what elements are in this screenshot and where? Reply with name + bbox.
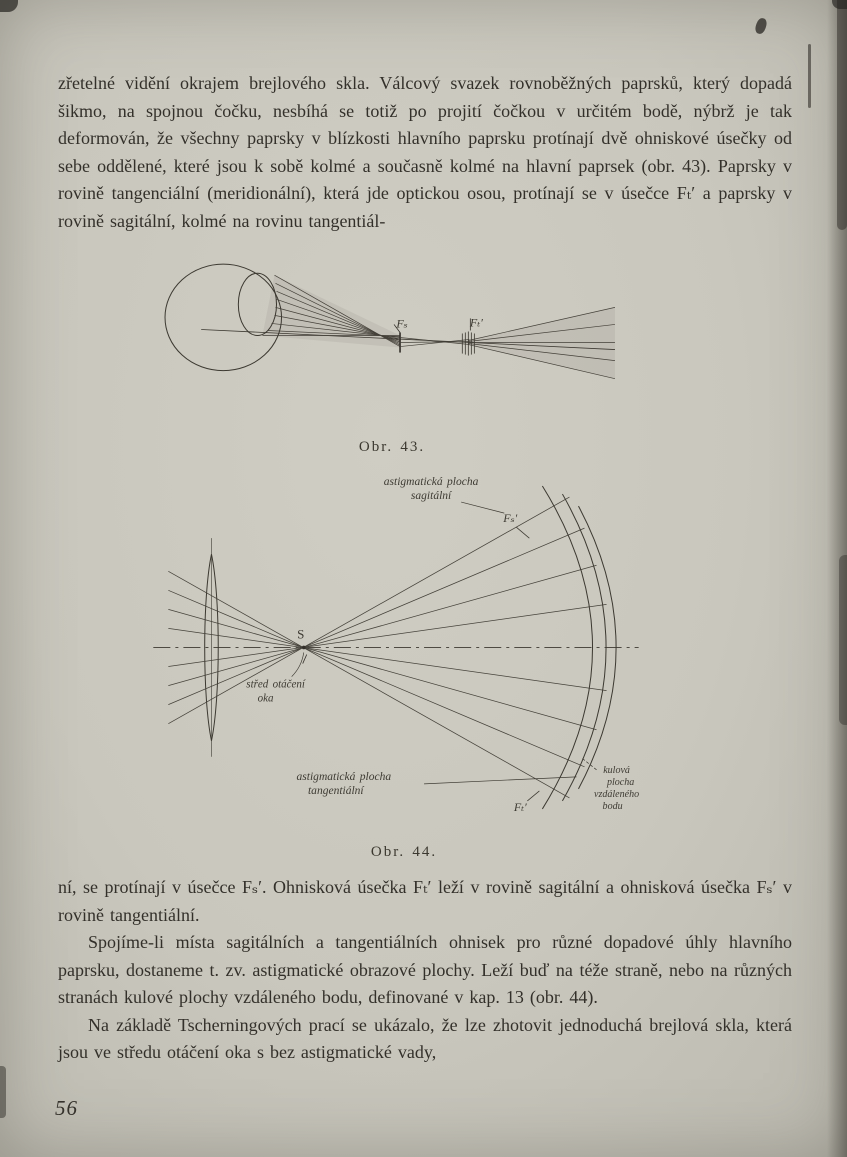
scan-mark-right-mid — [839, 555, 847, 725]
center-of-rotation-point — [302, 645, 306, 649]
fig44-s-label: S — [297, 625, 305, 641]
figure-43-drawing — [161, 247, 623, 428]
beam-shading — [468, 307, 615, 378]
page-content — [58, 70, 792, 1067]
ray-bowtie — [400, 338, 469, 347]
fig44-sphere-label-1: kulová — [603, 764, 630, 776]
page-number: 56 — [55, 1096, 78, 1120]
fig44-sagittal-label-2: sagitální — [410, 489, 452, 502]
fig44-ft-label: Fₜ′ — [513, 799, 527, 814]
fig44-sagittal-label-1: astigmatická plocha — [383, 475, 479, 488]
fig44-tangential-label-2: tangentiální — [307, 784, 364, 797]
fig43-ft-label: Fₜ′ — [469, 315, 483, 330]
scan-mark-corner-tl — [0, 0, 18, 12]
scan-mark-right-top — [837, 0, 847, 230]
body-paragraph-3: Spojíme-li místa sagitálních a tangentiálních ohnisek pro různé dopadové úhly hlavního paprsku, dostaneme t. zv. astigmatické obrazové plochy. Leží buď na téže straně, nebo na různých stranách kulové plochy vzdáleného bodu, definované v kap. 13 (obr. 44). — [58, 932, 792, 1007]
fig43-fs-label: Fₛ — [396, 316, 408, 331]
scan-mark-bottom-left — [0, 1066, 6, 1118]
tangential-label-leader — [424, 776, 576, 783]
fig44-fs-label: Fₛ′ — [503, 510, 518, 525]
center-label-leader — [292, 652, 304, 676]
fig44-sphere-label-2: plocha — [606, 776, 635, 788]
body-paragraph-1: zřetelné vidění okrajem brejlového skla. Válcový svazek rovnoběžných paprsků, který dopadá šikmo, na spojnou čočku, nesbíhá se totiž po projití čočkou v určitém bodě, nýbrž je tak deformován, že všechny paprsky v blízkosti hlavního paprsku protínají dvě ohniskové úsečky od sebe oddělené, které jsou k sobě kolmé a současně kolmé na hlavní paprsek (obr. 43). Paprsky v rovině tangenciální (meridionální), která jde optickou osou, protínají se v úsečce Fₜ′ a paprsky v rovině sagitální, kolmé na rovinu tangentiál- — [58, 73, 792, 231]
ray-cone-shading — [262, 275, 400, 347]
figure-44-caption: Obr. 44. — [370, 843, 438, 860]
fig44-sphere-label-4: bodu — [602, 800, 623, 812]
scan-mark-edge-line — [808, 44, 811, 108]
scan-mark-smudge — [754, 17, 768, 35]
fig44-tangential-label-1: astigmatická plocha — [296, 770, 392, 783]
ft-mark — [527, 790, 539, 800]
fig44-sphere-label-3: vzdáleného — [594, 788, 640, 800]
eye-lens-outline — [165, 264, 282, 370]
fig44-center-label-1: střed otáčení — [246, 678, 306, 691]
figure-43 — [161, 247, 623, 462]
figure-43-caption: Obr. 43. — [358, 439, 426, 455]
figure-44-drawing — [143, 472, 665, 833]
figure-44 — [143, 472, 665, 867]
fs-mark — [516, 527, 529, 538]
body-paragraph-4: Na základě Tscherningových prací se ukázalo, že lze zhotovit jednoduchá brejlová skla, která jsou ve středu otáčení oka s bez astigmatické vady, — [58, 1014, 792, 1062]
fig44-center-label-2: oka — [257, 692, 274, 705]
body-paragraph-2: ní, se protínají v úsečce Fₛ′. Ohnisková úsečka Fₜ′ leží v rovině sagitální a ohnisková úsečka Fₛ′ v rovině tangentiální. — [58, 877, 792, 925]
sagittal-label-leader — [461, 502, 504, 513]
